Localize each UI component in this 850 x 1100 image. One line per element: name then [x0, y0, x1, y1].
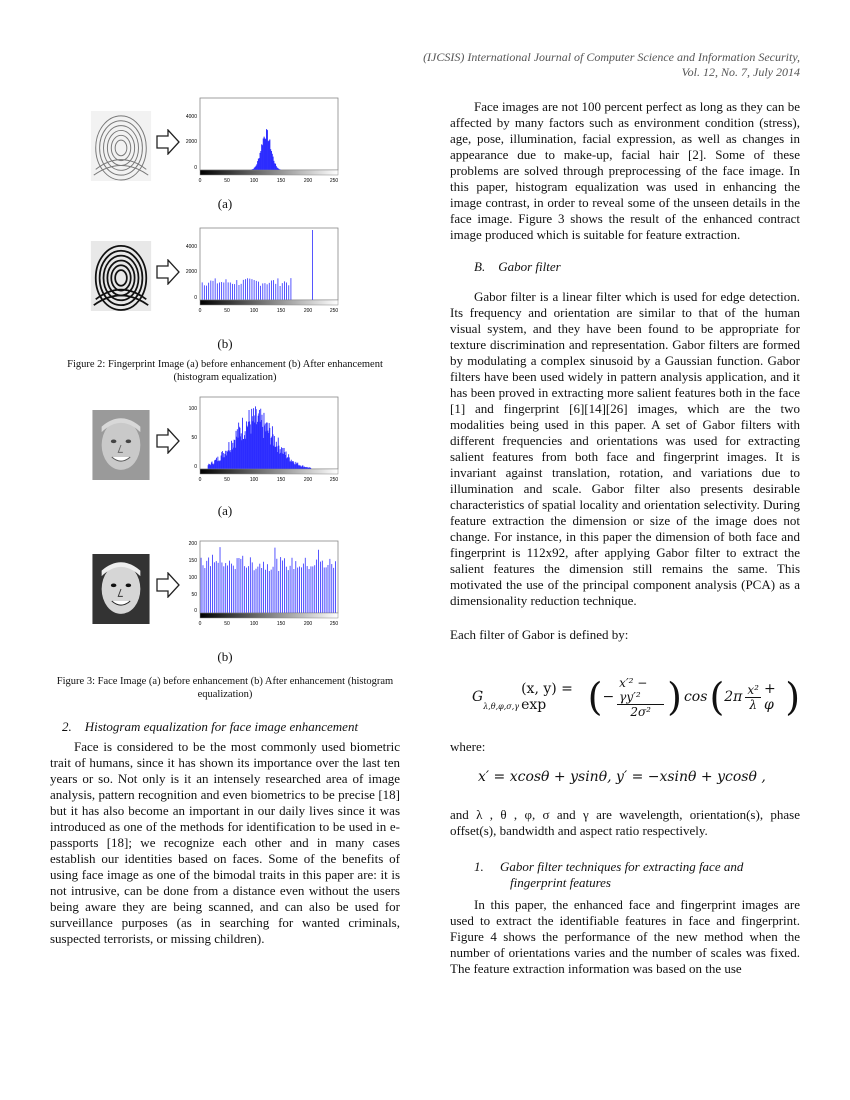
- xtick: 50: [224, 621, 230, 627]
- figure2-panel-b: [90, 225, 360, 325]
- xtick: 250: [329, 308, 339, 314]
- ytick: 50: [191, 435, 197, 441]
- right-column: [450, 99, 800, 977]
- histogram-fig3a: [182, 394, 342, 486]
- ytick: 200: [188, 541, 197, 547]
- xtick: 0: [198, 178, 202, 184]
- xtick: 0: [198, 621, 202, 627]
- xtick: 200: [303, 178, 313, 184]
- eq-denominator: 2σ²: [630, 704, 651, 719]
- xtick: 150: [276, 621, 286, 627]
- body-paragraph: Face images are not 100 percent perfect as long as they can be affected by many factors such as environment condition (stress), age, pose, illumination, facial expression, as well as changes in appearance due to make-up, facial hair [2]. Some of these problems are solved through preprocessing of the face image. In this paper, histogram equalization was used in enhancing the image contrast, in order to reveal some of the unseen details in the face image. Figure 3 shows the result of the enhanced contract image produced which is suitable for feature extraction.: [450, 99, 800, 242]
- ytick: 0: [194, 464, 197, 470]
- body-paragraph: In this paper, the enhanced face and fingerprint images are used to extract the identifiable features in face and fingerprint. Figure 4 shows the performance of the new method when the number of orientations varies and the number of scales was fixed. The feature extraction information was based on the use: [450, 897, 800, 976]
- journal-issue: Vol. 12, No. 7, July 2014: [681, 65, 800, 79]
- xtick: 200: [303, 621, 313, 627]
- xtick: 100: [249, 621, 259, 627]
- histogram-fig2a: [182, 95, 342, 187]
- eq-numerator-2: x²: [747, 682, 759, 697]
- eq-cos: cos: [683, 689, 708, 705]
- eq-args: (x, y) = exp: [521, 681, 573, 713]
- figure2-panel-a: [90, 95, 360, 195]
- eq-plus-phi: + φ: [763, 681, 776, 713]
- xtick: 250: [329, 178, 339, 184]
- fingerprint-image-b: [90, 241, 152, 311]
- histogram-fig2b: [182, 225, 342, 317]
- ytick: 4000: [185, 114, 197, 120]
- fingerprint-image-a: [90, 111, 152, 181]
- figure2-label-a: (a): [217, 196, 233, 211]
- figure3-label-b: (b): [217, 649, 233, 664]
- figure2-caption: Figure 2: Fingerprint Image (a) before enhancement (b) After enhancement (histogram equalization): [67, 359, 383, 383]
- figure3-label-a: (a): [217, 503, 233, 518]
- face-image-a: [90, 410, 152, 480]
- ytick: 0: [194, 165, 197, 171]
- arrow-icon: [156, 572, 180, 598]
- ytick: 100: [188, 575, 197, 581]
- xtick: 150: [276, 308, 286, 314]
- ytick: 0: [194, 608, 197, 614]
- journal-title: (IJCSIS) International Journal of Computer Science and Information Security,: [423, 50, 800, 64]
- eq-numerator: x′² − γy′²: [617, 676, 664, 705]
- ytick: 150: [188, 558, 197, 564]
- arrow-icon: [156, 129, 180, 155]
- ytick: 50: [191, 592, 197, 598]
- xtick: 200: [303, 477, 313, 483]
- ytick: 2000: [185, 139, 197, 145]
- eq-subscript: λ,θ,φ,σ,γ: [483, 702, 520, 711]
- xtick: 50: [224, 477, 230, 483]
- ytick: 4000: [185, 244, 197, 250]
- eq-two-pi: 2π: [724, 689, 743, 705]
- left-column: [50, 95, 400, 947]
- arrow-icon: [156, 428, 180, 454]
- body-paragraph: where:: [450, 739, 486, 754]
- coordinate-equation: x′ = xcosθ + ysinθ, y′ = −xsinθ + ycosθ ,: [478, 769, 766, 785]
- xtick: 100: [249, 178, 259, 184]
- figure3-caption: Figure 3: Face Image (a) before enhancement (b) After enhancement (histogram equalization): [56, 676, 394, 700]
- xtick: 100: [249, 308, 259, 314]
- xtick: 0: [198, 308, 202, 314]
- xtick: 250: [329, 621, 339, 627]
- ytick: 0: [194, 295, 197, 301]
- xtick: 100: [249, 477, 259, 483]
- xtick: 200: [303, 308, 313, 314]
- section-heading: 2. Histogram equalization for face image enhancement: [62, 719, 359, 734]
- gabor-equation: G λ,θ,φ,σ,γ (x, y) = exp ( − $\frac{\text{x′² − γy′²}}{\text{2σ²}}$ ) cos ( 2π $\frac{\text{x²}}{\lambda}$ + φ ): [472, 675, 801, 719]
- histogram-fig3b: [182, 538, 342, 630]
- ytick: 2000: [185, 269, 197, 275]
- section-heading: B. Gabor filter: [474, 259, 561, 274]
- xtick: 150: [276, 178, 286, 184]
- body-paragraph: Gabor filter is a linear filter which is used for edge detection. Its frequency and orientation are similar to that of the human visual system, and they have been found to be appropriate for texture discrimination and representation. Gabor filters are formed by modulating a complex sinusoid by a Gaussian function. Gabor filters have been used widely in pattern analysis application, and it has been proved in extracting more salient features both in the face [1] and fingerprint [6][14][26] images, which are the two modalities being used in this paper. A set of Gabor filters with different frequencies and orientations was used for extracting salient features from both face and fingerprint images. It is invariant against translation, rotation, and variations due to illumination and scale. Gabor filter also presents desirable characteristics of spatial locality and orientation selectivity. During feature extraction the dimension or size of the image does not change. For instance, in this paper the dimension of both face and fingerprint is 112x92, after applying Gabor filter to extract the salient features the dimension still remains the same. This motivated the use of the principal component analysis (PCA) as a dimensionality reduction technique.: [450, 289, 800, 608]
- xtick: 50: [224, 308, 230, 314]
- body-paragraph: Face is considered to be the most commonly used biometric trait of humans, since it has shown its importance over the last ten years or so. Not only is it an intensely researched area of image analysis, pattern recognition and even biometrics to be precise [18] but it has also become an important in our daily lives since it was introduced as one of the methods for identification to be used in e-passports [18]; we recognize each other and in many cases establish our identities based on faces. Some of the benefits of using face image as one of the bimodal traits in this paper are: it is not intrusive, can be done from a distance even without the users being aware they are being scanned, and can also be used for surveillance purposes (as in searching for wanted criminals, suspected terrorists, or missing children).: [50, 739, 400, 946]
- eq-lhs: G: [472, 689, 484, 705]
- xtick: 150: [276, 477, 286, 483]
- journal-header: [240, 50, 800, 80]
- ytick: 100: [188, 406, 197, 412]
- arrow-icon: [156, 259, 180, 285]
- figure3-panel-b: [90, 538, 360, 638]
- body-paragraph: and λ , θ , φ, σ and γ are wavelength, orientation(s), phase offset(s), bandwidth and aspect ratio respectively.: [450, 807, 800, 838]
- figure3-panel-a: [90, 394, 360, 494]
- body-paragraph: Each filter of Gabor is defined by:: [450, 627, 629, 642]
- figure2-label-b: (b): [217, 336, 233, 351]
- eq-denominator-2: λ: [749, 697, 757, 712]
- face-image-b: [90, 554, 152, 624]
- xtick: 50: [224, 178, 230, 184]
- section-heading: 1. Gabor filter techniques for extracting face and fingerprint features: [474, 859, 744, 890]
- xtick: 0: [198, 477, 202, 483]
- xtick: 250: [329, 477, 339, 483]
